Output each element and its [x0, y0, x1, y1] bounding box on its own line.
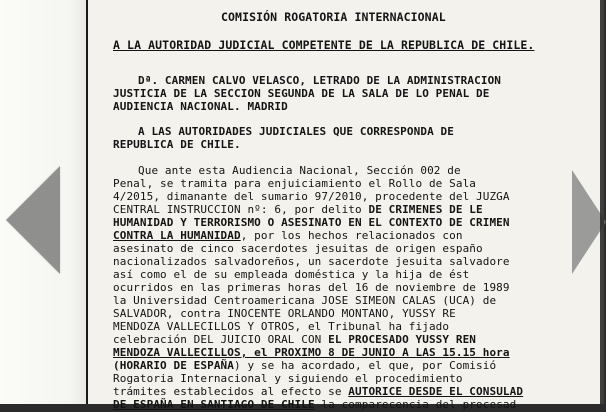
body-line-15: MENDOZA VALLECILLOS, el PROXIMO 8 DE JUNIO A LAS 15.15 hora — [113, 346, 510, 359]
body-line-19-text: la comparecencia del procesad — [314, 398, 517, 411]
body-line-18-text: trámites establecidos al efecto se — [113, 385, 349, 398]
body-line-16 — [113, 360, 496, 373]
body-line-14-text: celebración DEL JUICIO ORAL CON — [113, 333, 329, 346]
body-line-12: SALVADOR, contra INOCENTE ORLANDO MONTANO, YUSSY RE — [113, 307, 456, 320]
letrado-line-2: JUSTICIA DE LA SECCION SEGUNDA DE LA SALA DE LO PENAL DE — [113, 87, 490, 100]
body-line-2: Penal, se tramita para enjuiciamiento el Rollo de Sala — [113, 177, 477, 190]
body-line-17: Rogatoria Internacional y siguiendo el procedimiento — [113, 372, 463, 385]
document-subtitle: A LA AUTORIDAD JUDICIAL COMPETENTE DE LA REPUBLICA DE CHILE. — [113, 38, 535, 52]
body-line-18 — [113, 386, 523, 399]
body-line-8: nacionalizados salvadoreños, un sacerdote jesuita salvadore — [113, 255, 510, 268]
body-line-19 — [113, 399, 516, 412]
body-line-4-bold: DE CRIMENES DE LE — [368, 203, 483, 216]
body-line-7: asesinato de cinco sacerdotes jesuitas de origen españo — [113, 242, 483, 255]
body-line-6-bold: CONTRA LA HUMANIDAD — [113, 229, 241, 242]
viewer-right-edge — [600, 0, 604, 404]
body-line-10: ocurridos en las primeras horas del 16 de noviembre de 1989 — [113, 281, 510, 294]
body-line-14-bold: EL PROCESADO YUSSY REN — [328, 333, 477, 346]
body-line-4-text: CENTRAL INSTRUCCION nº: 6, por delito — [113, 203, 369, 216]
body-line-19-bold: DE ESPAÑA EN SANTIAGO DE CHILE — [113, 398, 315, 411]
letrado-line-1: Dª. CARMEN CALVO VELASCO, LETRADO DE LA ADMINISTRACION — [138, 74, 502, 87]
body-line-3: 4/2015, dimanante del sumario 97/2010, procedente del JUZGA — [113, 190, 510, 203]
body-line-14 — [113, 334, 476, 347]
body-line-11: la Universidad Centroamericana JOSE SIMEON CALAS (UCA) de — [113, 294, 497, 307]
autoridades-line-1: A LAS AUTORIDADES JUDICIALES QUE CORRESPONDA DE — [138, 125, 454, 138]
autoridades-line-2: REPUBLICA DE CHILE. — [113, 138, 241, 151]
body-line-4 — [113, 204, 483, 217]
body-line-9: así como el de su empleada doméstica y la hija de ést — [113, 268, 470, 281]
body-line-5: HUMANIDAD Y TERRORISMO O ASESINATO EN EL CONTEXTO DE CRIMEN — [113, 216, 510, 229]
document-page — [88, 0, 604, 411]
body-line-16-text: ) y se ha acordado, el que, por Comisió — [234, 359, 497, 372]
body-line-6 — [113, 230, 463, 243]
body-line-18-bold: AUTORICE DESDE EL CONSULAD — [348, 385, 524, 398]
document-title: COMISIÓN ROGATORIA INTERNACIONAL — [221, 10, 446, 24]
body-line-16-bold: (HORARIO DE ESPAÑA — [113, 359, 235, 372]
body-line-13: MENDOZA VALLECILLOS Y OTROS, el Tribunal ha fijado — [113, 320, 450, 333]
letrado-line-3: AUDIENCIA NACIONAL. MADRID — [113, 100, 288, 113]
arrow-left-icon[interactable] — [6, 166, 60, 274]
body-line-6-text: , por los hechos relacionados con — [240, 229, 463, 242]
body-line-1: Que ante esta Audiencia Nacional, Sección 002 de — [138, 164, 461, 177]
